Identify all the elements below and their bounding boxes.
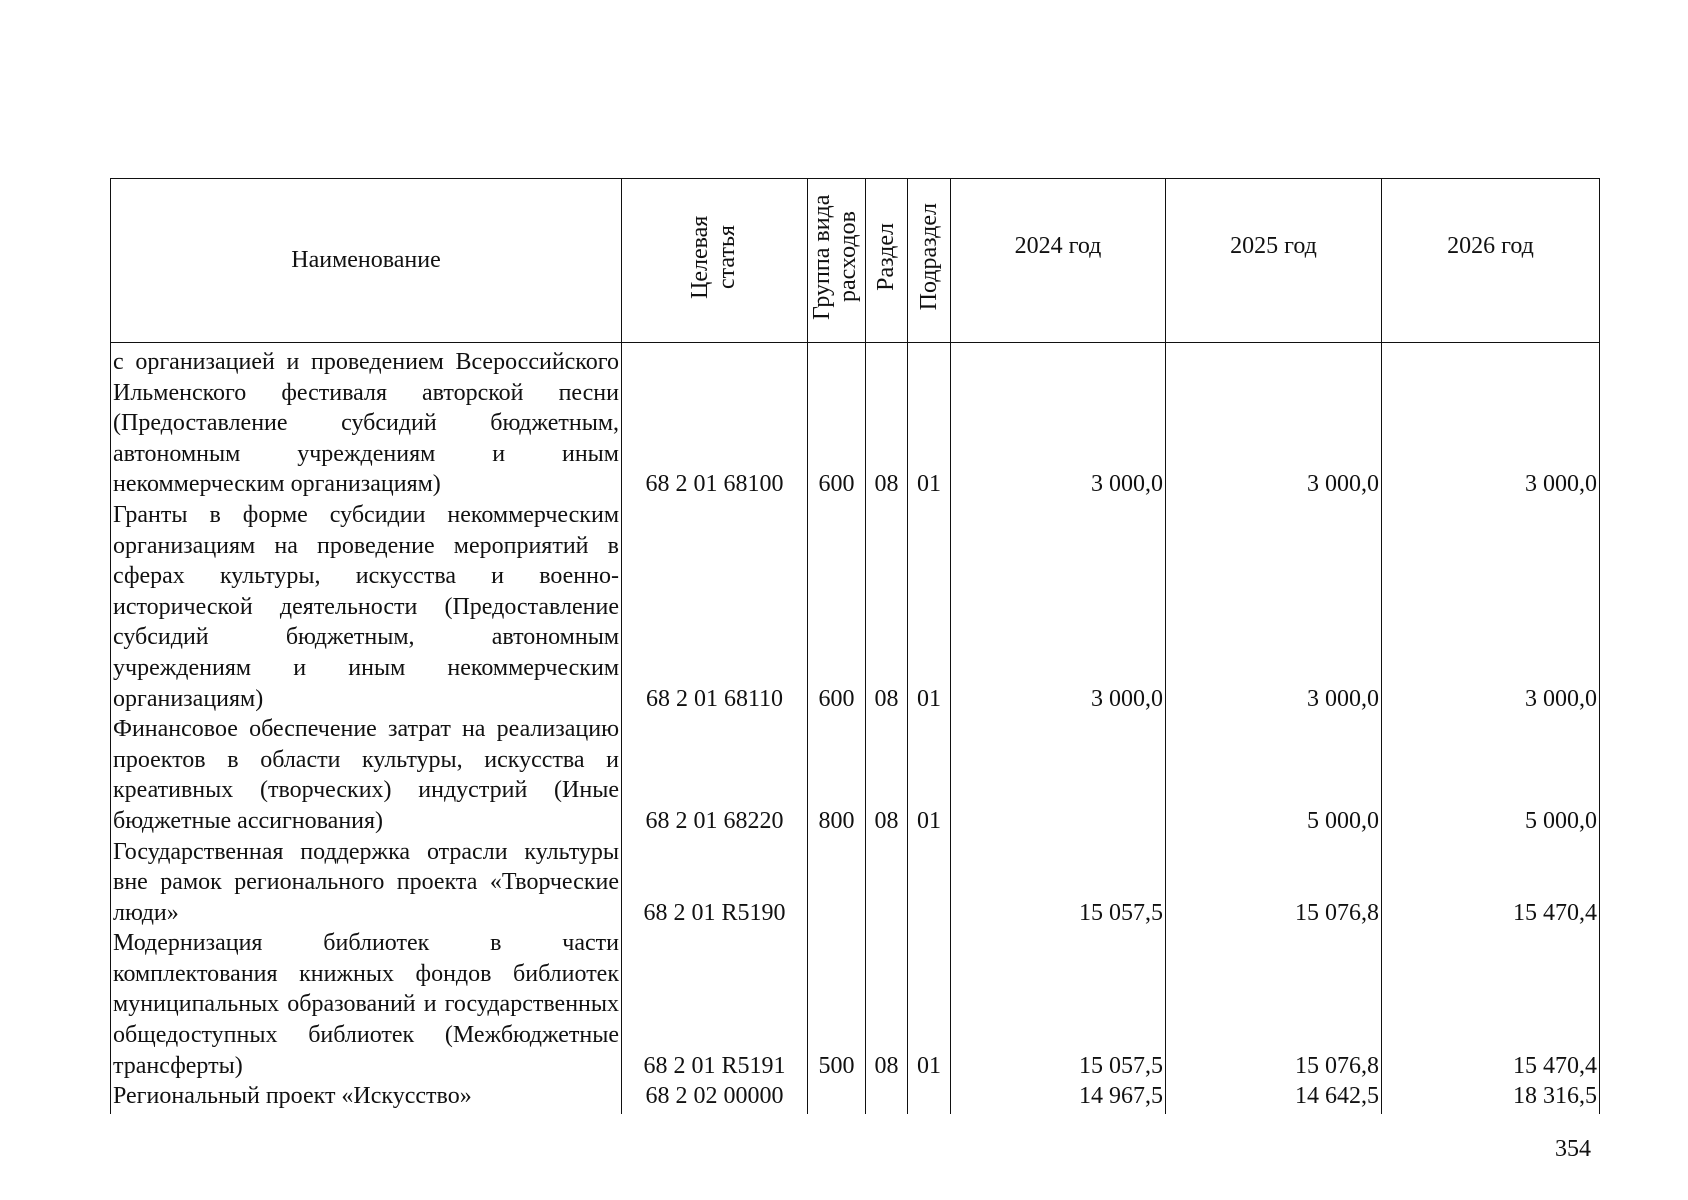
budget-table xyxy=(110,178,1600,1114)
row-subsection xyxy=(908,1081,951,1114)
row-group: 600 xyxy=(808,343,866,500)
row-name: Государственная поддержка отрасли культуры вне рамок регионального проекта «Творческие люди» xyxy=(111,837,622,929)
row-2025: 14 642,5 xyxy=(1166,1081,1382,1114)
row-2026: 15 470,4 xyxy=(1382,837,1600,929)
header-target-article-label: Целевая статья xyxy=(686,215,740,299)
row-code: 68 2 01 R5191 xyxy=(622,928,808,1081)
table-row xyxy=(111,343,1600,500)
row-2026: 5 000,0 xyxy=(1382,714,1600,836)
row-subsection: 01 xyxy=(908,343,951,500)
row-section: 08 xyxy=(866,928,908,1081)
row-subsection: 01 xyxy=(908,714,951,836)
row-2024: 15 057,5 xyxy=(951,928,1166,1081)
header-target-article xyxy=(622,179,808,343)
row-group: 600 xyxy=(808,500,866,714)
row-section: 08 xyxy=(866,343,908,500)
row-2025: 3 000,0 xyxy=(1166,500,1382,714)
table-row xyxy=(111,837,1600,929)
row-subsection xyxy=(908,837,951,929)
row-group xyxy=(808,837,866,929)
row-name: с организацией и проведением Всероссийского Ильменского фестиваля авторской песни (Предоставление субсидий бюджетным, автономным учреждениям и иным некоммерческим организациям) xyxy=(111,343,622,500)
row-2026: 3 000,0 xyxy=(1382,500,1600,714)
row-section: 08 xyxy=(866,714,908,836)
row-2025: 3 000,0 xyxy=(1166,343,1382,500)
header-year-2026: 2026 год xyxy=(1382,179,1600,343)
row-2026: 18 316,5 xyxy=(1382,1081,1600,1114)
row-code: 68 2 02 00000 xyxy=(622,1081,808,1114)
header-year-2025: 2025 год xyxy=(1166,179,1382,343)
table-row xyxy=(111,928,1600,1081)
row-subsection: 01 xyxy=(908,500,951,714)
row-code: 68 2 01 68220 xyxy=(622,714,808,836)
row-section xyxy=(866,1081,908,1114)
row-name: Региональный проект «Искусство» xyxy=(111,1081,622,1114)
page-number: 354 xyxy=(1555,1136,1591,1162)
header-name: Наименование xyxy=(111,179,622,343)
row-2025: 15 076,8 xyxy=(1166,837,1382,929)
row-group: 500 xyxy=(808,928,866,1081)
row-section: 08 xyxy=(866,500,908,714)
row-name: Гранты в форме субсидии некоммерческим организациям на проведение мероприятий в сферах культуры, искусства и военно-исторической деятельности (Предоставление субсидий бюджетным, автономным учреждениям и иным некоммерческим организациям) xyxy=(111,500,622,714)
row-name: Модернизация библиотек в части комплектования книжных фондов библиотек муниципальных образований и государственных общедоступных библиотек (Межбюджетные трансферты) xyxy=(111,928,622,1081)
row-2024: 15 057,5 xyxy=(951,837,1166,929)
header-expense-group xyxy=(808,179,866,343)
row-2026: 15 470,4 xyxy=(1382,928,1600,1081)
table-row xyxy=(111,714,1600,836)
header-section xyxy=(866,179,908,343)
row-group xyxy=(808,1081,866,1114)
header-section-label: Раздел xyxy=(873,223,899,291)
header-subsection xyxy=(908,179,951,343)
row-2024: 3 000,0 xyxy=(951,500,1166,714)
header-year-2024: 2024 год xyxy=(951,179,1166,343)
row-2025: 5 000,0 xyxy=(1166,714,1382,836)
table-body xyxy=(111,343,1600,1114)
row-2024: 14 967,5 xyxy=(951,1081,1166,1114)
row-2026: 3 000,0 xyxy=(1382,343,1600,500)
table-row xyxy=(111,500,1600,714)
row-code: 68 2 01 R5190 xyxy=(622,837,808,929)
table-header xyxy=(111,179,1600,343)
row-code: 68 2 01 68100 xyxy=(622,343,808,500)
row-name: Финансовое обеспечение затрат на реализацию проектов в области культуры, искусства и креативных (творческих) индустрий (Иные бюджетные ассигнования) xyxy=(111,714,622,836)
row-group: 800 xyxy=(808,714,866,836)
row-2024: 3 000,0 xyxy=(951,343,1166,500)
header-expense-group-label: Группа вида расходов xyxy=(808,194,861,320)
table-row xyxy=(111,1081,1600,1114)
row-subsection: 01 xyxy=(908,928,951,1081)
row-2024 xyxy=(951,714,1166,836)
row-section xyxy=(866,837,908,929)
header-subsection-label: Подраздел xyxy=(915,203,942,311)
row-code: 68 2 01 68110 xyxy=(622,500,808,714)
row-2025: 15 076,8 xyxy=(1166,928,1382,1081)
